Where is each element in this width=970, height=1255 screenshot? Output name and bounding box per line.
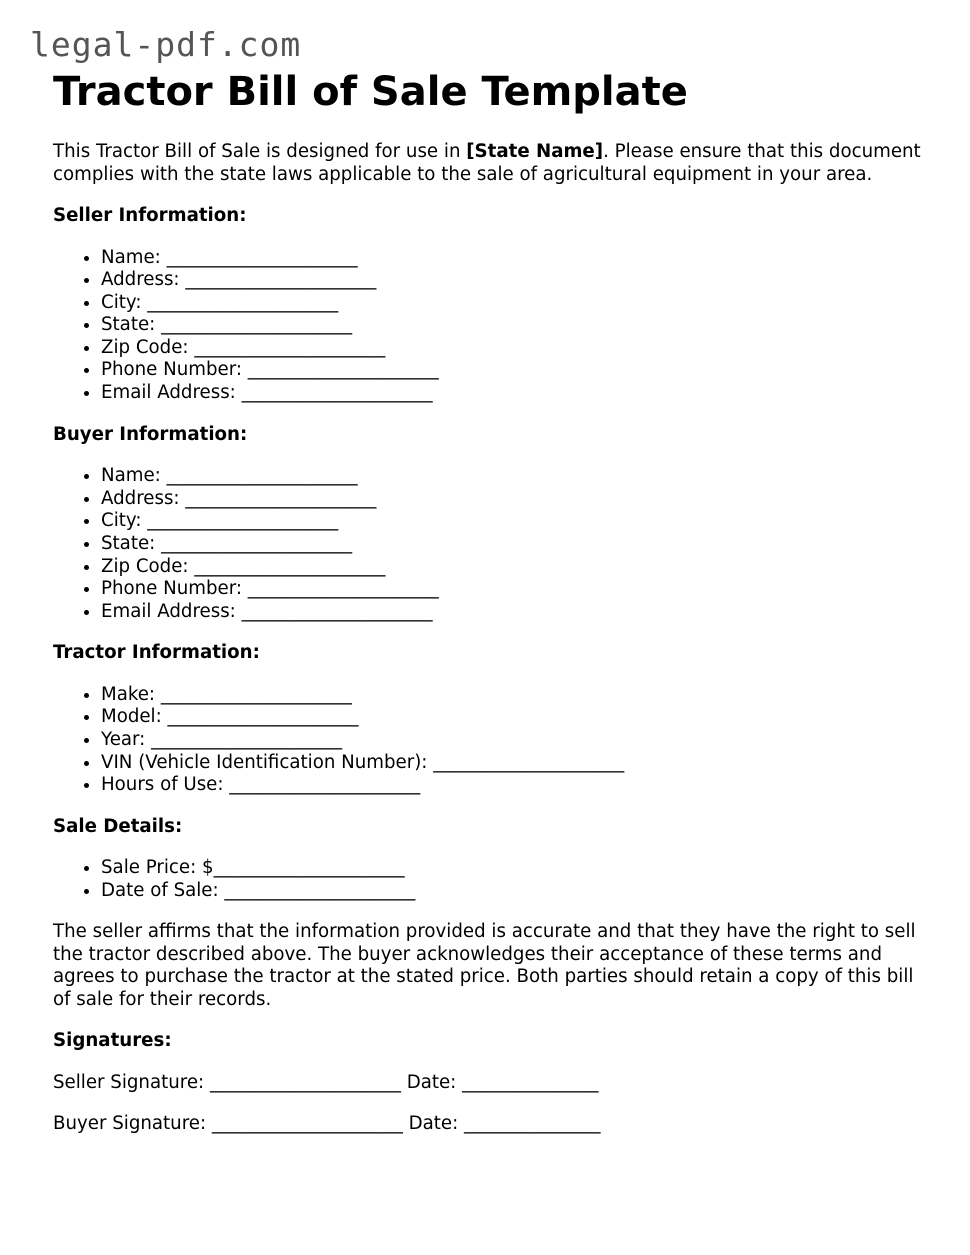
- document-body: [53, 70, 923, 1136]
- affirmation-paragraph: The seller affirms that the information provided is accurate and that they have the right to sell the tractor described above. The buyer acknowledges their acceptance of these terms and agrees to purchase the tractor at the stated price. Both parties should retain a copy of this bill of sale for their records.: [53, 921, 916, 1010]
- field-blank[interactable]: _____________________: [166, 246, 358, 268]
- field-blank[interactable]: _____________________: [229, 774, 421, 796]
- form-field-item: [101, 556, 923, 579]
- buyer-heading: Buyer Information:: [53, 423, 248, 445]
- field-blank[interactable]: _____________________: [147, 510, 339, 532]
- field-blank[interactable]: _____________________: [241, 382, 433, 404]
- field-blank[interactable]: _____________________: [433, 751, 625, 773]
- field-blank[interactable]: _____________________: [247, 359, 439, 381]
- field-label: Year:: [101, 729, 152, 750]
- field-label: Make:: [101, 683, 161, 705]
- form-field-item: [101, 533, 923, 556]
- intro-text-before: This Tractor Bill of Sale is designed for use in: [53, 141, 467, 162]
- buyer-signature-label: Buyer Signature:: [53, 1113, 212, 1135]
- field-label: Address:: [101, 487, 186, 509]
- form-field-item: [101, 729, 923, 752]
- seller-signature-label: Seller Signature:: [53, 1071, 210, 1093]
- seller-signature-blank[interactable]: _____________________: [209, 1071, 401, 1093]
- form-field-item: [101, 880, 923, 903]
- field-label: State:: [101, 314, 162, 336]
- field-blank[interactable]: _____________________: [161, 532, 353, 554]
- form-field-item: [101, 269, 923, 292]
- field-blank[interactable]: _____________________: [247, 578, 439, 600]
- form-field-item: [101, 857, 923, 880]
- seller-date-label: Date:: [400, 1071, 463, 1093]
- form-field-item: [101, 488, 923, 511]
- field-label: Hours of Use:: [101, 774, 230, 796]
- sale-heading: Sale Details:: [53, 815, 183, 837]
- field-label: Name:: [101, 246, 167, 268]
- field-blank[interactable]: _____________________: [194, 336, 386, 358]
- document-title: Tractor Bill of Sale Template: [53, 69, 688, 115]
- form-field-item: [101, 292, 923, 315]
- field-blank[interactable]: _____________________: [167, 706, 359, 728]
- buyer-date-blank[interactable]: _______________: [464, 1113, 601, 1135]
- field-label: Email Address:: [101, 600, 242, 622]
- field-label: Address:: [101, 269, 186, 291]
- field-label: Phone Number:: [101, 359, 248, 381]
- sale-field-list: [53, 857, 923, 902]
- form-field-item: [101, 337, 923, 360]
- buyer-date-label: Date:: [402, 1113, 465, 1135]
- form-field-item: [101, 382, 923, 405]
- field-label: Zip Code:: [101, 555, 195, 577]
- field-label: Phone Number:: [101, 578, 248, 600]
- field-label: Name:: [101, 465, 167, 487]
- field-label: VIN (Vehicle Identification Number):: [101, 751, 434, 773]
- form-field-item: [101, 465, 923, 488]
- field-blank[interactable]: _____________________: [151, 729, 343, 750]
- field-blank[interactable]: _____________________: [185, 269, 377, 291]
- seller-date-blank[interactable]: _______________: [462, 1071, 599, 1093]
- field-blank[interactable]: _____________________: [147, 291, 339, 313]
- form-field-item: [101, 706, 923, 729]
- buyer-field-list: [53, 465, 923, 623]
- watermark-logo: legal-pdf.com: [30, 25, 302, 64]
- field-blank[interactable]: _____________________: [194, 555, 386, 577]
- field-blank[interactable]: _____________________: [224, 879, 416, 901]
- tractor-field-list: [53, 684, 923, 797]
- field-blank[interactable]: _____________________: [161, 314, 353, 336]
- field-blank[interactable]: _____________________: [160, 683, 352, 705]
- form-field-item: [101, 752, 923, 775]
- field-label: Date of Sale:: [101, 879, 225, 901]
- form-field-item: [101, 774, 923, 797]
- form-field-item: [101, 578, 923, 601]
- seller-field-list: [53, 247, 923, 405]
- field-blank[interactable]: _____________________: [241, 600, 433, 622]
- field-label: Model:: [101, 706, 168, 728]
- field-label: Email Address:: [101, 382, 242, 404]
- intro-text-after: . Please ensure that this document complies with the state laws applicable to the sale of agricultural equipment in your area.: [53, 141, 921, 185]
- seller-heading: Seller Information:: [53, 205, 247, 226]
- field-label: Sale Price: $: [101, 857, 214, 879]
- signatures-heading: Signatures:: [53, 1030, 172, 1052]
- field-blank[interactable]: _____________________: [213, 857, 405, 879]
- field-label: State:: [101, 532, 162, 554]
- intro-paragraph: [53, 141, 923, 186]
- form-field-item: [101, 359, 923, 382]
- buyer-signature-line: [53, 1113, 923, 1136]
- field-label: Zip Code:: [101, 336, 195, 358]
- form-field-item: [101, 601, 923, 624]
- field-label: City:: [101, 510, 148, 532]
- field-blank[interactable]: _____________________: [166, 465, 358, 487]
- buyer-signature-blank[interactable]: _____________________: [211, 1113, 403, 1135]
- state-name-placeholder: [State Name]: [466, 141, 604, 162]
- form-field-item: [101, 684, 923, 707]
- form-field-item: [101, 314, 923, 337]
- field-blank[interactable]: _____________________: [185, 487, 377, 509]
- field-label: City:: [101, 291, 148, 313]
- tractor-heading: Tractor Information:: [53, 642, 260, 664]
- form-field-item: [101, 247, 923, 270]
- form-field-item: [101, 510, 923, 533]
- seller-signature-line: [53, 1072, 923, 1095]
